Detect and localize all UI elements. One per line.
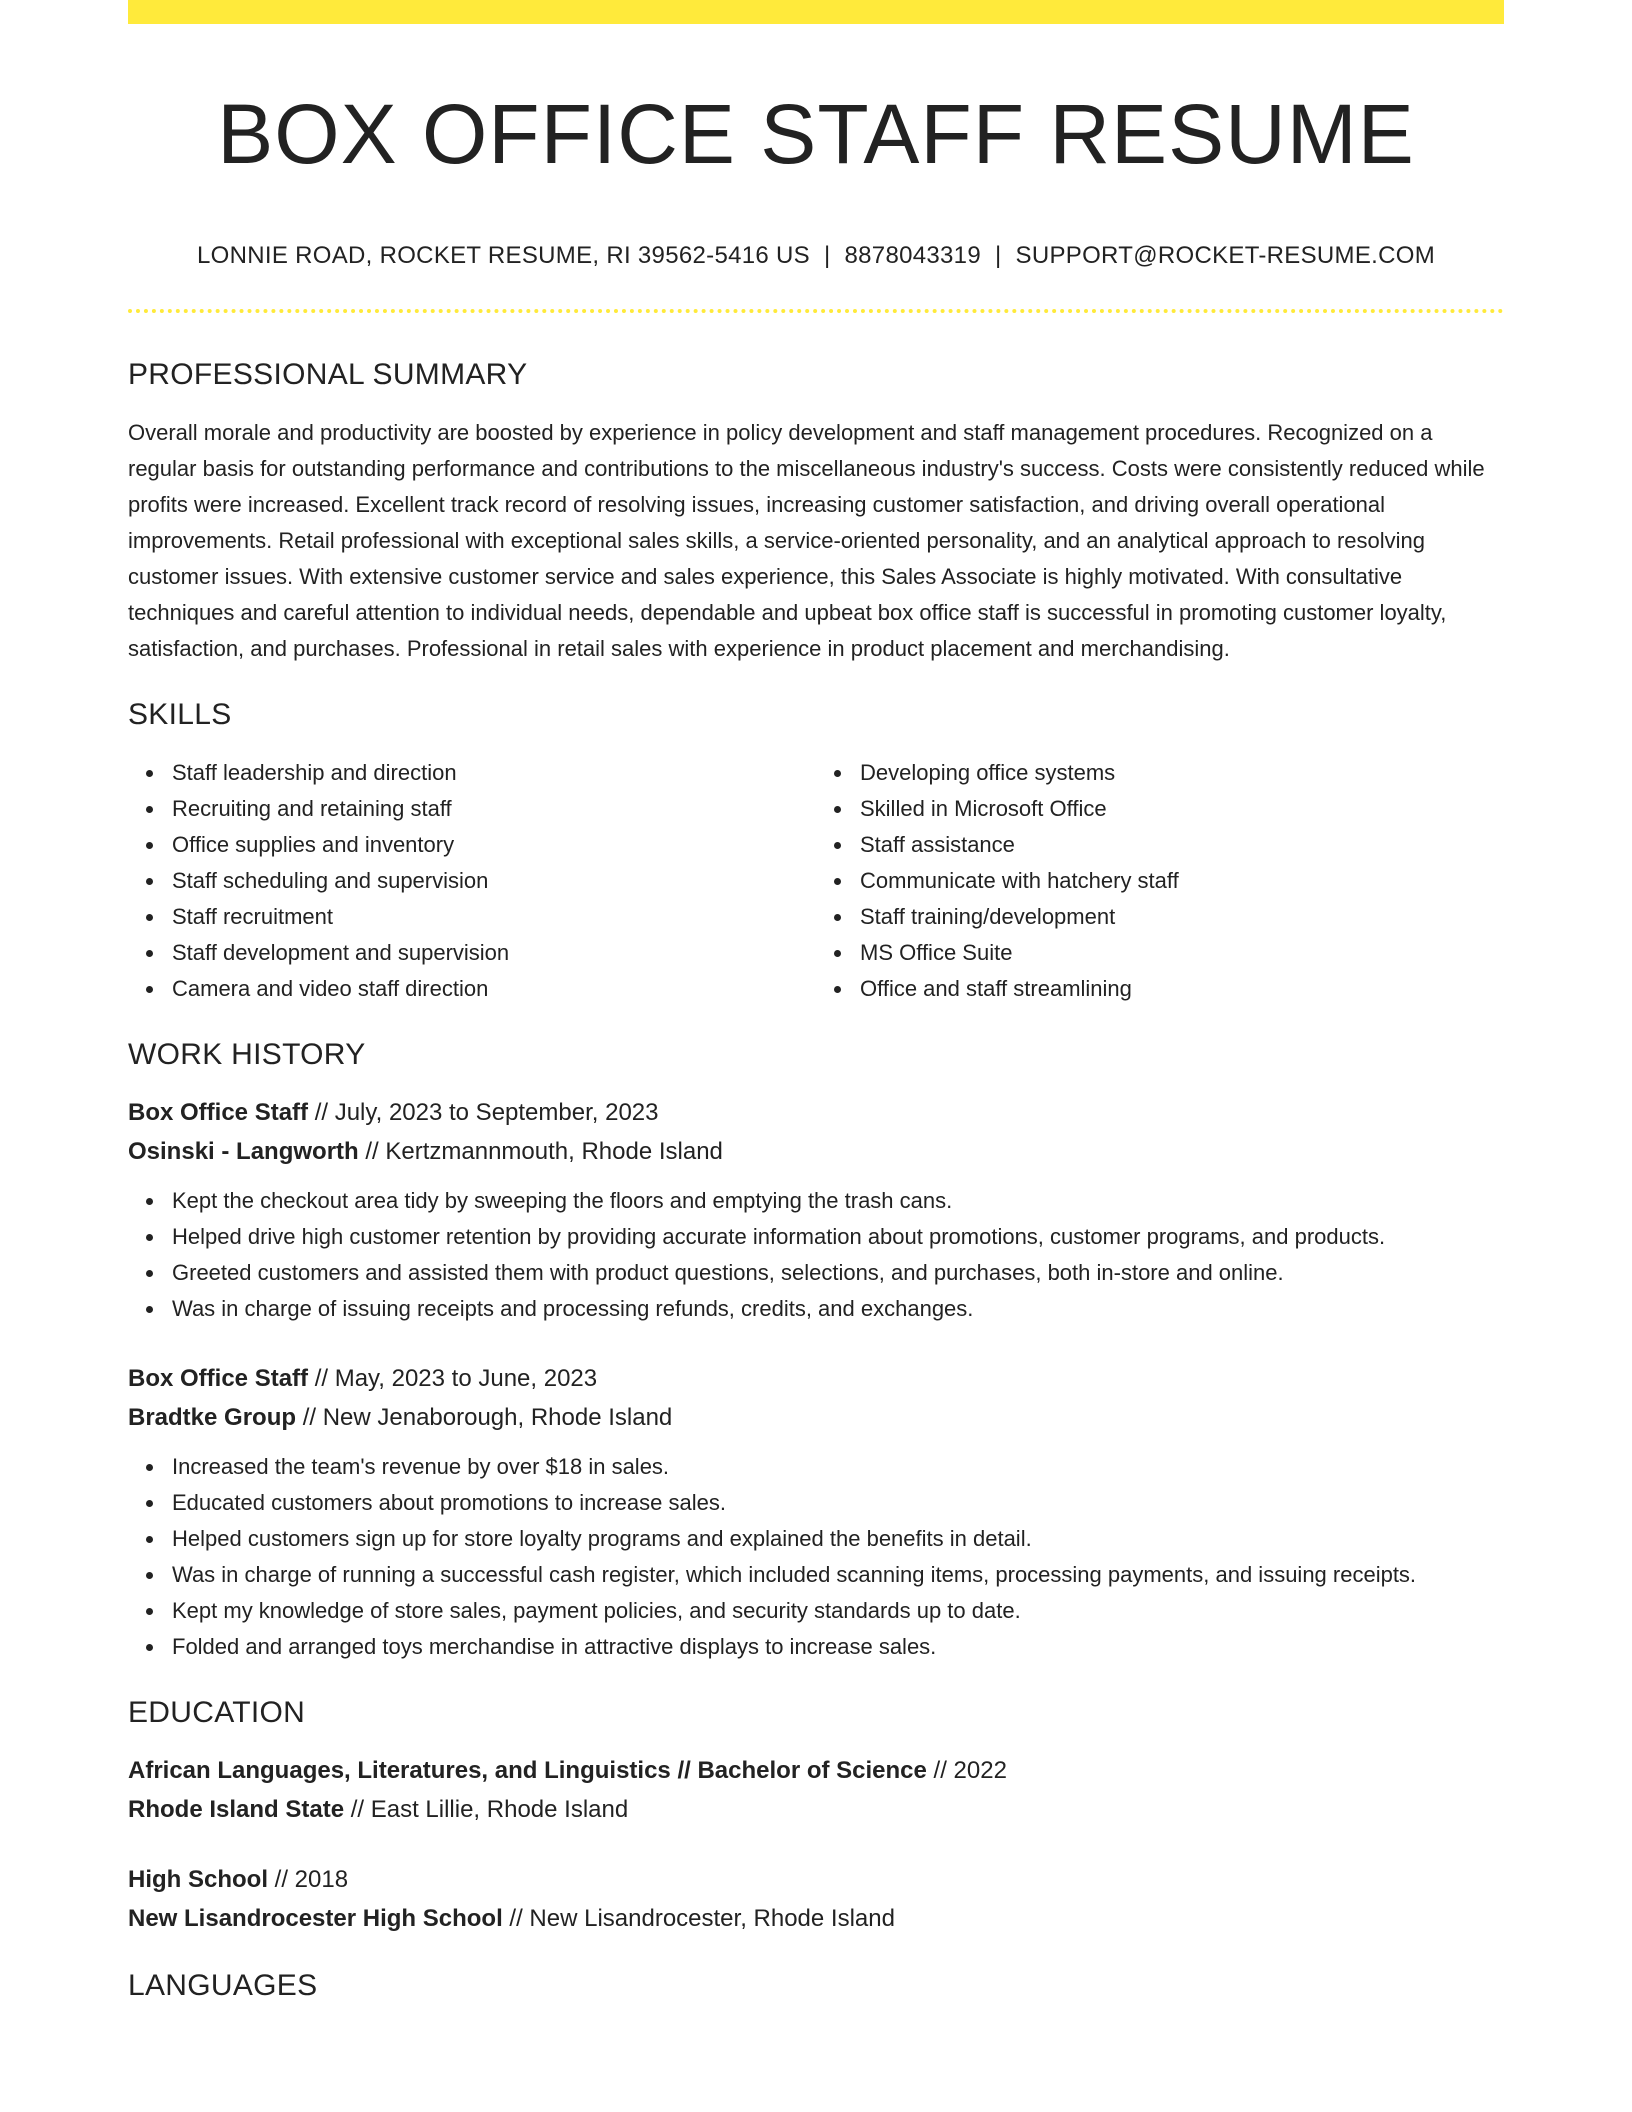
job-dates: // July, 2023 to September, 2023 xyxy=(308,1099,659,1126)
skill-item: Staff leadership and direction xyxy=(172,755,816,791)
section-heading-languages: LANGUAGES xyxy=(128,1969,318,2002)
duty-item: Kept my knowledge of store sales, payment policies, and security standards up to date. xyxy=(172,1593,1504,1629)
duty-item: Folded and arranged toys merchandise in attractive displays to increase sales. xyxy=(172,1629,1504,1665)
education-entry xyxy=(128,1860,1504,1938)
job-title-line xyxy=(128,1093,1504,1132)
education-year: // 2022 xyxy=(926,1757,1007,1784)
job-entry xyxy=(128,1359,1504,1665)
job-title: Box Office Staff xyxy=(128,1365,309,1392)
duty-item: Educated customers about promotions to increase sales. xyxy=(172,1485,1504,1521)
education-entry xyxy=(128,1751,1504,1829)
skill-item: Developing office systems xyxy=(860,755,1504,791)
education-year: // 2018 xyxy=(268,1866,349,1893)
skill-item: Skilled in Microsoft Office xyxy=(860,791,1504,827)
skill-item: Communicate with hatchery staff xyxy=(860,863,1504,899)
skill-item: Staff assistance xyxy=(860,827,1504,863)
contact-email[interactable]: SUPPORT@ROCKET-RESUME.COM xyxy=(1015,242,1435,269)
skills-grid xyxy=(128,755,1504,1007)
contact-separator: | xyxy=(823,242,831,269)
skills-column-left xyxy=(128,755,816,1007)
job-duties xyxy=(128,1449,1504,1665)
education-degree: High School xyxy=(128,1866,268,1893)
job-title: Box Office Staff xyxy=(128,1099,309,1126)
job-duties xyxy=(128,1183,1504,1327)
accent-top-bar xyxy=(128,0,1504,24)
duty-item: Helped customers sign up for store loyalty programs and explained the benefits in detail. xyxy=(172,1521,1504,1557)
education-degree: African Languages, Literatures, and Linguistics // Bachelor of Science xyxy=(128,1757,927,1784)
contact-separator: | xyxy=(994,242,1002,269)
skill-item: Office supplies and inventory xyxy=(172,827,816,863)
job-company: Osinski - Langworth xyxy=(128,1138,359,1165)
duty-item: Was in charge of issuing receipts and processing refunds, credits, and exchanges. xyxy=(172,1291,1504,1327)
duty-item: Greeted customers and assisted them with product questions, selections, and purchases, both in-store and online. xyxy=(172,1255,1504,1291)
resume-page xyxy=(128,0,1504,2004)
job-dates: // May, 2023 to June, 2023 xyxy=(308,1365,598,1392)
education-school-line xyxy=(128,1899,1504,1938)
education-school: Rhode Island State xyxy=(128,1796,345,1823)
contact-address: LONNIE ROAD, ROCKET RESUME, RI 39562-5416 US xyxy=(196,242,810,269)
skill-item: Office and staff streamlining xyxy=(860,971,1504,1007)
duty-item: Kept the checkout area tidy by sweeping the floors and emptying the trash cans. xyxy=(172,1183,1504,1219)
education-section xyxy=(128,1695,1504,1938)
education-location: // New Lisandrocester, Rhode Island xyxy=(502,1905,895,1932)
section-heading-education: EDUCATION xyxy=(128,1696,306,1729)
contact-phone[interactable]: 8878043319 xyxy=(844,242,981,269)
job-location: // New Jenaborough, Rhode Island xyxy=(296,1404,673,1431)
education-school-line xyxy=(128,1790,1504,1829)
dotted-divider xyxy=(128,309,1504,313)
skill-item: Staff training/development xyxy=(860,899,1504,935)
education-location: // East Lillie, Rhode Island xyxy=(344,1796,629,1823)
education-school: New Lisandrocester High School xyxy=(128,1905,503,1932)
skill-item: Staff recruitment xyxy=(172,899,816,935)
languages-section xyxy=(128,1968,1504,2004)
work-history-section xyxy=(128,1037,1504,1665)
job-location: // Kertzmannmouth, Rhode Island xyxy=(358,1138,723,1165)
section-heading-summary: PROFESSIONAL SUMMARY xyxy=(128,358,528,391)
job-company-line xyxy=(128,1398,1504,1437)
skills-section xyxy=(128,697,1504,1007)
skill-item: Staff scheduling and supervision xyxy=(172,863,816,899)
job-company-line xyxy=(128,1132,1504,1171)
job-entry xyxy=(128,1093,1504,1327)
skill-item: Recruiting and retaining staff xyxy=(172,791,816,827)
summary-text: Overall morale and productivity are boosted by experience in policy development and staff management procedures. Recognized on a regular basis for outstanding performance and contributions to the miscellaneous industry's success. Costs were consistently reduced while profits were increased. Excellent track record of resolving issues, increasing customer satisfaction, and driving overall operational improvements. Retail professional with exceptional sales skills, a service-oriented personality, and an analytical approach to resolving customer issues. With extensive customer service and sales experience, this Sales Associate is highly motivated. With consultative techniques and careful attention to individual needs, dependable and upbeat box office staff is successful in promoting customer loyalty, satisfaction, and purchases. Professional in retail sales with experience in product placement and merchandising. xyxy=(128,420,1485,661)
education-degree-line xyxy=(128,1860,1504,1899)
skill-item: Camera and video staff direction xyxy=(172,971,816,1007)
section-heading-skills: SKILLS xyxy=(128,698,232,731)
skill-item: MS Office Suite xyxy=(860,935,1504,971)
contact-line xyxy=(128,240,1504,272)
resume-title: BOX OFFICE STAFF RESUME xyxy=(217,87,1415,181)
skill-item: Staff development and supervision xyxy=(172,935,816,971)
duty-item: Helped drive high customer retention by providing accurate information about promotions, customer programs, and products. xyxy=(172,1219,1504,1255)
section-heading-work-history: WORK HISTORY xyxy=(128,1038,366,1071)
summary-section xyxy=(128,357,1504,667)
duty-item: Was in charge of running a successful cash register, which included scanning items, processing payments, and issuing receipts. xyxy=(172,1557,1504,1593)
job-company: Bradtke Group xyxy=(128,1404,297,1431)
duty-item: Increased the team's revenue by over $18 in sales. xyxy=(172,1449,1504,1485)
job-title-line xyxy=(128,1359,1504,1398)
skills-column-right xyxy=(816,755,1504,1007)
education-degree-line xyxy=(128,1751,1504,1790)
